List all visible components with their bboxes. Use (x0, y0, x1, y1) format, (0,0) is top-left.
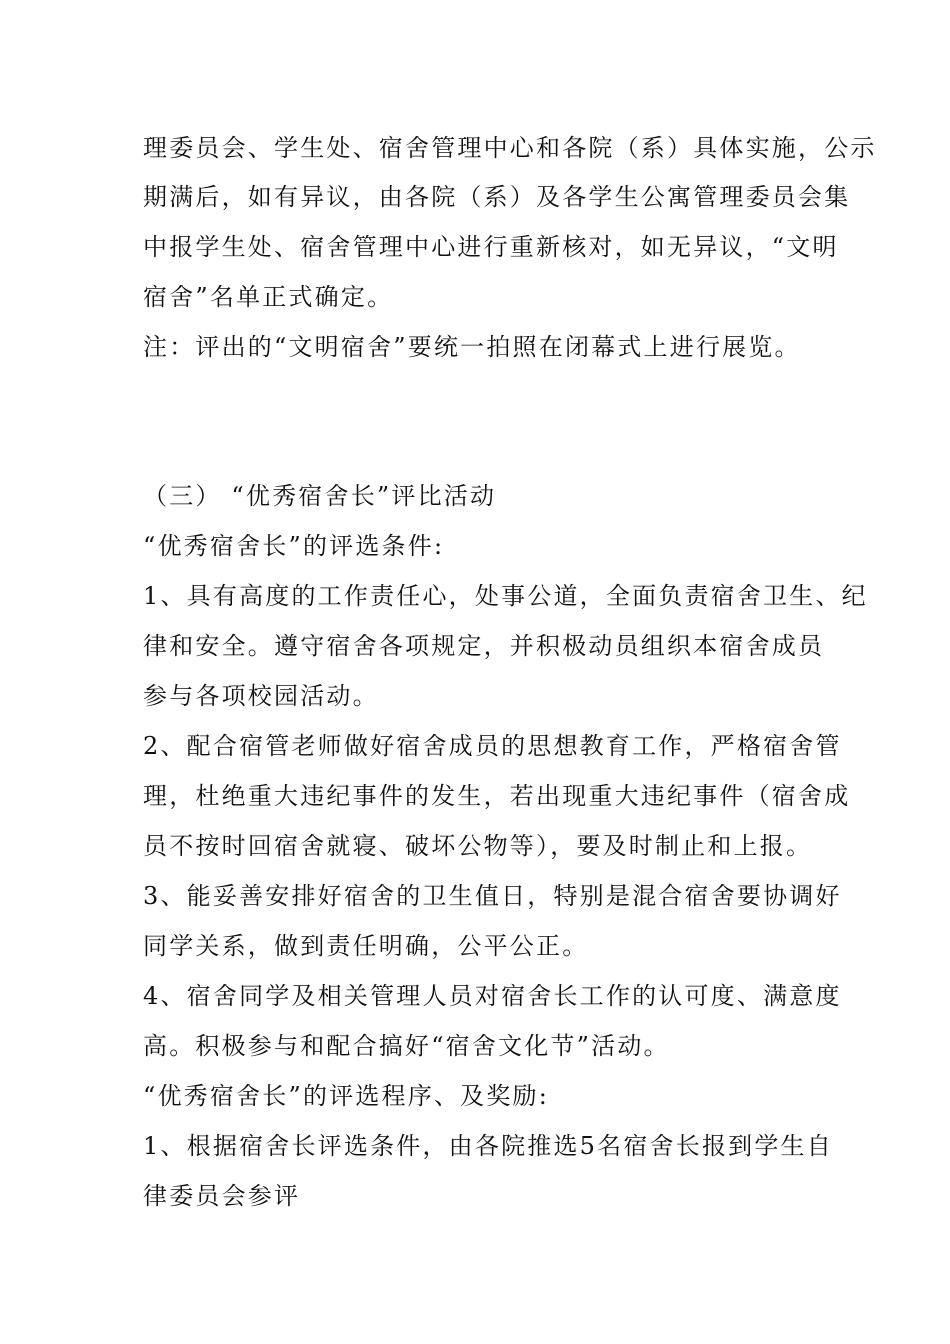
text-line: 同学关系，做到责任明确，公平公正。 (143, 932, 589, 960)
text-line: 理委员会、学生处、宿舍管理中心和各院（系）具体实施，公示 (143, 134, 877, 162)
text-line: 宿舍”名单正式确定。 (143, 283, 394, 311)
subheading-criteria: “优秀宿舍长”的评选条件: (143, 532, 445, 560)
text-line: 1、具有高度的工作责任心，处事公道，全面负责宿舍卫生、纪 (143, 582, 868, 610)
section-heading: （三） “优秀宿舍长”评比活动 (143, 482, 497, 510)
subheading-procedure: “优秀宿舍长”的评选程序、及奖励: (143, 1082, 550, 1110)
text-line: 理，杜绝重大违纪事件的发生，若出现重大违纪事件（宿舍成 (143, 782, 851, 810)
text-line: 3、能妥善安排好宿舍的卫生值日，特别是混合宿舍要协调好 (143, 882, 842, 910)
text-line: 期满后，如有异议，由各院（系）及各学生公寓管理委员会集 (143, 183, 851, 211)
text-line: 律和安全。遵守宿舍各项规定，并积极动员组织本宿舍成员 (143, 632, 825, 660)
text-line: 律委员会参评 (143, 1182, 301, 1210)
text-line: 高。积极参与和配合搞好“宿舍文化节”活动。 (143, 1032, 670, 1060)
text-line: 2、配合宿管老师做好宿舍成员的思想教育工作，严格宿舍管 (143, 732, 842, 760)
text-line: 参与各项校园活动。 (143, 682, 379, 710)
text-line: 4、宿舍同学及相关管理人员对宿舍长工作的认可度、满意度 (143, 982, 842, 1010)
text-line: 中报学生处、宿舍管理中心进行重新核对，如无异议，“文明 (143, 233, 839, 261)
text-line: 员不按时回宿舍就寝、破坏公物等），要及时制止和上报。 (143, 832, 813, 860)
text-line: 1、根据宿舍长评选条件，由各院推选5名宿舍长报到学生自 (143, 1132, 833, 1160)
note-line: 注：评出的“文明宿舍”要统一拍照在闭幕式上进行展览。 (143, 333, 801, 361)
